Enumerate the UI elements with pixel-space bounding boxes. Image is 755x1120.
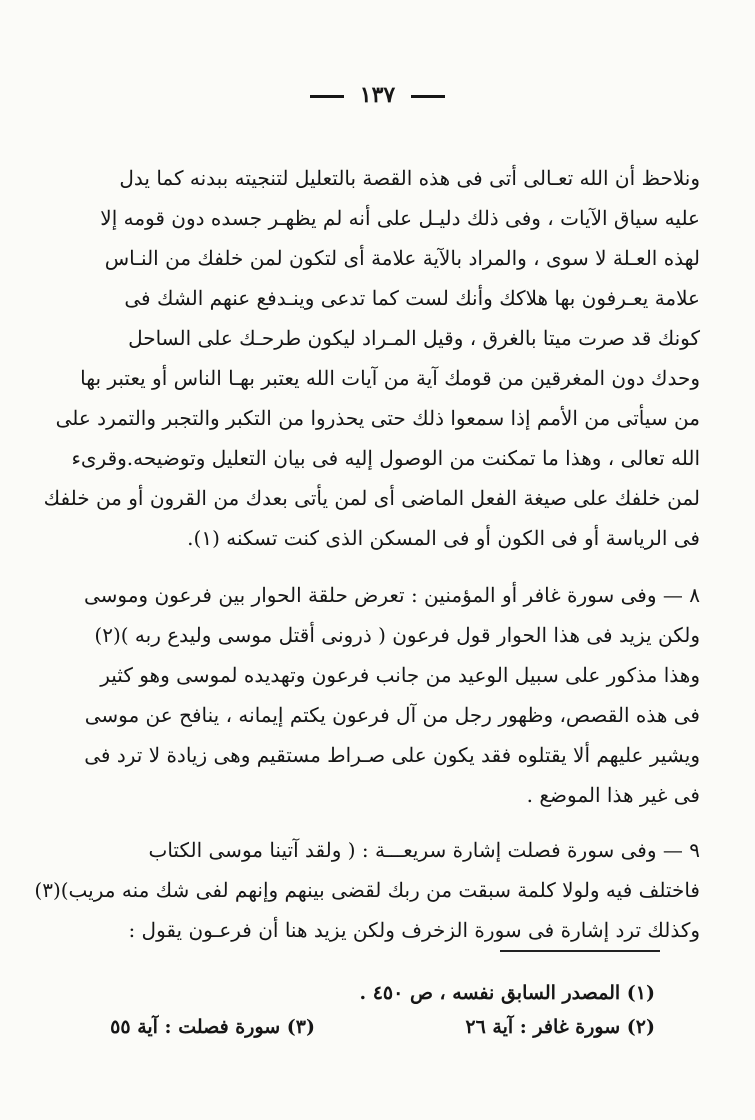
text-line: علامة يعـرفون بها هلاكك وأنك لست كما تدعى وينـدفع عنهم الشك فى bbox=[124, 286, 700, 310]
page-number: ١٣٧ bbox=[359, 82, 396, 108]
text-line: ٨ — وفى سورة غافر أو المؤمنين : تعرض حلقة الحوار بين فرعون وموسى bbox=[83, 583, 700, 607]
text-line: وهذا مذكور على سبيل الوعيد من جانب فرعون وتهديده لموسى وهو كثير bbox=[100, 663, 700, 687]
text-line: الله تعالى ، وهذا ما تمكنت من الوصول إليه فى بيان التعليل وتوضيحه.وقرىء bbox=[71, 446, 700, 470]
text-line: ويشير عليهم ألا يقتلوه فقد يكون على صـراط مستقيم وهى زيادة لا ترد فى bbox=[84, 743, 700, 767]
text-line: فى غير هذا الموضع . bbox=[526, 783, 700, 807]
footnote-2: (٢) سورة غافر : آية ٢٦ bbox=[465, 1016, 655, 1038]
text-line: فى الرياسة أو فى الكون أو فى المسكن الذى كنت تسكنه (١). bbox=[187, 526, 700, 550]
footnote-divider bbox=[500, 950, 660, 952]
text-line: فى هذه القصص، وظهور رجل من آل فرعون يكتم إيمانه ، ينافح عن موسى bbox=[84, 703, 700, 727]
paragraph-2 bbox=[75, 575, 700, 815]
page-number-header bbox=[0, 82, 755, 108]
text-line: من سيأتى من الأمم إذا سمعوا ذلك حتى يحذروا من التكبر والتجبر والتمرد على bbox=[55, 406, 700, 430]
paragraph-3 bbox=[34, 830, 700, 950]
paragraph-1 bbox=[43, 158, 700, 558]
footnote-1: (١) المصدر السابق نفسه ، ص ٤٥٠ . bbox=[359, 982, 655, 1004]
text-line: ونلاحظ أن الله تعـالى أتى فى هذه القصة بالتعليل لتنجيته ببدنه كما يدل bbox=[119, 166, 700, 190]
text-line: وكذلك ترد إشارة فى سورة الزخرف ولكن يزيد هنا أن فرعـون يقول : bbox=[128, 918, 700, 942]
text-line: لهذه العـلة لا سوى ، والمراد بالآية علامة أى لتكون لمن خلفك من النـاس bbox=[104, 246, 700, 270]
text-line: ولكن يزيد فى هذا الحوار قول فرعون ( ذرونى أقتل موسى وليدع ربه )(٢) bbox=[94, 623, 700, 647]
text-line: عليه سياق الآيات ، وفى ذلك دليـل على أنه لم يظهـر جسده دون قومه إلا bbox=[100, 206, 700, 230]
text-line: كونك قد صرت ميتا بالغرق ، وقيل المـراد ليكون طرحـك على الساحل bbox=[128, 326, 700, 350]
text-line: لمن خلفك على صيغة الفعل الماضى أى لمن يأتى بعدك من القرون أو من خلفك bbox=[43, 486, 700, 510]
left-dash bbox=[411, 95, 445, 98]
text-line: فاختلف فيه ولولا كلمة سبقت من ربك لقضى بينهم وإنهم لفى شك منه مريب)(٣) bbox=[34, 878, 700, 902]
footnote-3: (٣) سورة فصلت : آية ٥٥ bbox=[110, 1016, 315, 1038]
text-line: ٩ — وفى سورة فصلت إشارة سريعـــة : ( ولقد آتينا موسى الكتاب bbox=[148, 838, 700, 862]
right-dash bbox=[310, 95, 344, 98]
text-line: وحدك دون المغرقين من قومك آية من آيات الله يعتبر بهـا الناس أو يعتبر بها bbox=[80, 366, 700, 390]
